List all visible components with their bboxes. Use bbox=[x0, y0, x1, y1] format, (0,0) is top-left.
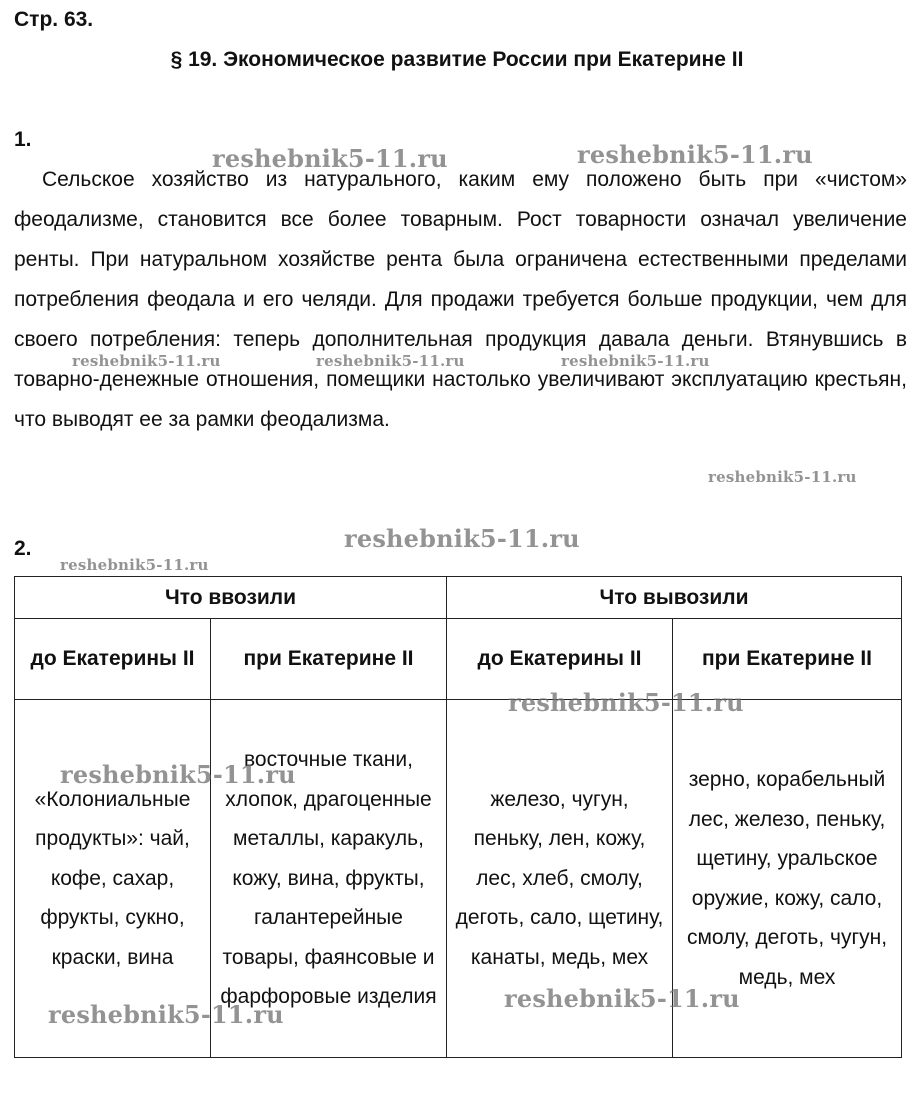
watermark: reshebnik5-11.ru bbox=[60, 556, 209, 574]
watermark: reshebnik5-11.ru bbox=[60, 760, 296, 789]
sub-header-import-before: до Екатерины II bbox=[15, 619, 211, 700]
sub-header-export-during: при Екатерине II bbox=[673, 619, 902, 700]
question-2-number: 2. bbox=[14, 537, 32, 560]
watermark: reshebnik5-11.ru bbox=[72, 352, 221, 370]
watermark: reshebnik5-11.ru bbox=[577, 140, 813, 169]
watermark: reshebnik5-11.ru bbox=[344, 524, 580, 553]
cell-export-before: железо, чугун, пеньку, лен, кожу, лес, хлеб, смолу, деготь, сало, щетину, канаты, медь, мех bbox=[447, 700, 673, 1058]
watermark: reshebnik5-11.ru bbox=[48, 1000, 284, 1029]
cell-export-during: зерно, корабельный лес, железо, пеньку, щетину, уральское оружие, кожу, сало, смолу, деготь, чугун, медь, мех bbox=[673, 700, 902, 1058]
watermark: reshebnik5-11.ru bbox=[316, 352, 465, 370]
trade-table bbox=[14, 576, 902, 1058]
watermark: reshebnik5-11.ru bbox=[561, 352, 710, 370]
answer-first-line: Сельское хозяйство из натурального, каким ему положено быть при «чистом» bbox=[42, 168, 907, 191]
question-1-number: 1. bbox=[14, 128, 32, 151]
page-reference: Стр. 63. bbox=[14, 8, 94, 31]
exported-header: Что вывозили bbox=[447, 577, 902, 619]
watermark: reshebnik5-11.ru bbox=[708, 468, 857, 486]
cell-import-before: «Колониальные продукты»: чай, кофе, сахар, фрукты, сукно, краски, вина bbox=[15, 700, 211, 1058]
cell-import-during: восточные ткани, хлопок, драгоценные металлы, каракуль, кожу, вина, фрукты, галантерейные товары, фаянсовые и фарфоровые изделия bbox=[211, 700, 447, 1058]
watermark: reshebnik5-11.ru bbox=[504, 984, 740, 1013]
imported-header: Что ввозили bbox=[15, 577, 447, 619]
section-title: § 19. Экономическое развитие России при Екатерине II bbox=[170, 48, 744, 71]
watermark: reshebnik5-11.ru bbox=[212, 144, 448, 173]
answer-rest: феодализме, становится все более товарным. Рост товарности означал увеличение ренты. При натуральном хозяйстве рента была ограничена естественными пределами потребления феодала и его челяди. Для продажи требуется больше продукции, чем для своего потребления: теперь дополнительная продукция давала деньги. Втянувшись в товарно-денежные отношения, помещики настолько увеличивают эксплуатацию крестьян, что выводят ее за рамки феодализма. bbox=[14, 208, 907, 431]
sub-header-import-during: при Екатерине II bbox=[211, 619, 447, 700]
sub-header-export-before: до Екатерины II bbox=[447, 619, 673, 700]
question-1-answer bbox=[14, 160, 907, 440]
watermark: reshebnik5-11.ru bbox=[508, 688, 744, 717]
